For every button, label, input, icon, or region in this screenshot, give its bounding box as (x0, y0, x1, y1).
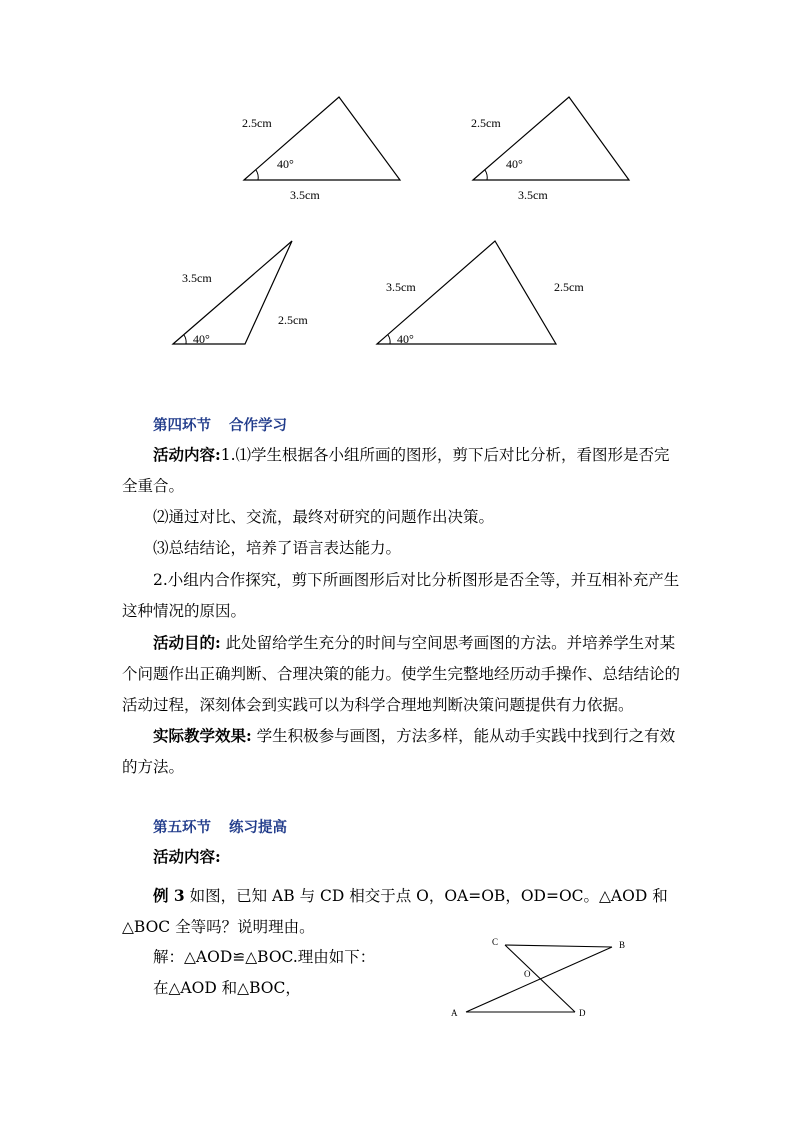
triangle-3 (173, 241, 308, 346)
point-a-label: A (451, 1008, 458, 1018)
triangle-4-side-a: 3.5cm (386, 280, 416, 294)
section4-effect (122, 720, 682, 783)
point-c-label: C (492, 937, 499, 947)
triangle-1-angle: 40° (277, 157, 294, 171)
section5-example-text: 如图，已知 AB 与 CD 相交于点 O，OA=OB，OD=OC。△AOD 和△BOC 全等吗？说明理由。 (122, 887, 668, 936)
triangle-1-side-b: 3.5cm (290, 188, 320, 202)
section5-subtitle: 练习提高 (229, 819, 287, 836)
triangle-3-side-b: 2.5cm (278, 313, 308, 327)
section4-title: 第四环节 (153, 417, 211, 434)
triangle-2 (471, 97, 629, 202)
section4-content-3: ⑶总结结论，培养了语言表达能力。 (153, 539, 402, 557)
section4-content-1-text: 1.⑴学生根据各小组所画的图形，剪下后对比分析，看图形是否完全重合。 (122, 446, 670, 495)
section5-heading (153, 816, 287, 837)
section4-content-4: 2.小组内合作探究，剪下所画图形后对比分析图形是否全等，并互相补充产生这种情况的原因。 (122, 571, 680, 620)
triangle-1-side-a: 2.5cm (242, 116, 272, 130)
section5-title: 第五环节 (153, 819, 211, 836)
triangle-2-angle: 40° (506, 157, 523, 171)
section4-heading (153, 414, 287, 435)
section4-purpose-label: 活动目的: (153, 633, 221, 652)
section4-content-1 (122, 439, 682, 502)
section5-example-label: 例 3 (153, 886, 185, 905)
section5-example (122, 880, 682, 943)
triangle-3-angle: 40° (193, 332, 210, 346)
section5-content-label: 活动内容: (153, 847, 221, 866)
section4-content-label: 活动内容: (153, 445, 221, 464)
section5-solution: 解：△AOD≌△BOC.理由如下： (153, 948, 376, 966)
point-o-label: O (524, 969, 531, 979)
triangle-4-side-b: 2.5cm (554, 280, 584, 294)
triangle-3-side-a: 3.5cm (182, 271, 212, 285)
section4-effect-text: 学生积极参与画图，方法多样，能从动手实践中找到行之有效的方法。 (122, 727, 676, 776)
triangle-figures (0, 0, 794, 380)
triangle-4 (377, 241, 584, 346)
section4-effect-label: 实际教学效果: (153, 726, 252, 745)
section4-purpose (122, 627, 682, 721)
triangle-2-side-b: 3.5cm (518, 188, 548, 202)
point-b-label: B (619, 940, 626, 950)
triangle-2-side-a: 2.5cm (471, 116, 501, 130)
triangle-4-angle: 40° (397, 332, 414, 346)
section4-content-2: ⑵通过对比、交流，最终对研究的问题作出决策。 (153, 508, 495, 526)
section4-purpose-text: 此处留给学生充分的时间与空间思考画图的方法。并培养学生对某个问题作出正确判断、合理决策的能力。使学生完整地经历动手操作、总结结论的活动过程，深刻体会到实践可以为科学合理地判断决策问题提供有力依据。 (122, 634, 681, 714)
triangle-1 (242, 97, 400, 202)
point-d-label: D (579, 1008, 586, 1018)
section4-subtitle: 合作学习 (229, 417, 287, 434)
section5-line2: 在△AOD 和△BOC， (153, 979, 301, 997)
